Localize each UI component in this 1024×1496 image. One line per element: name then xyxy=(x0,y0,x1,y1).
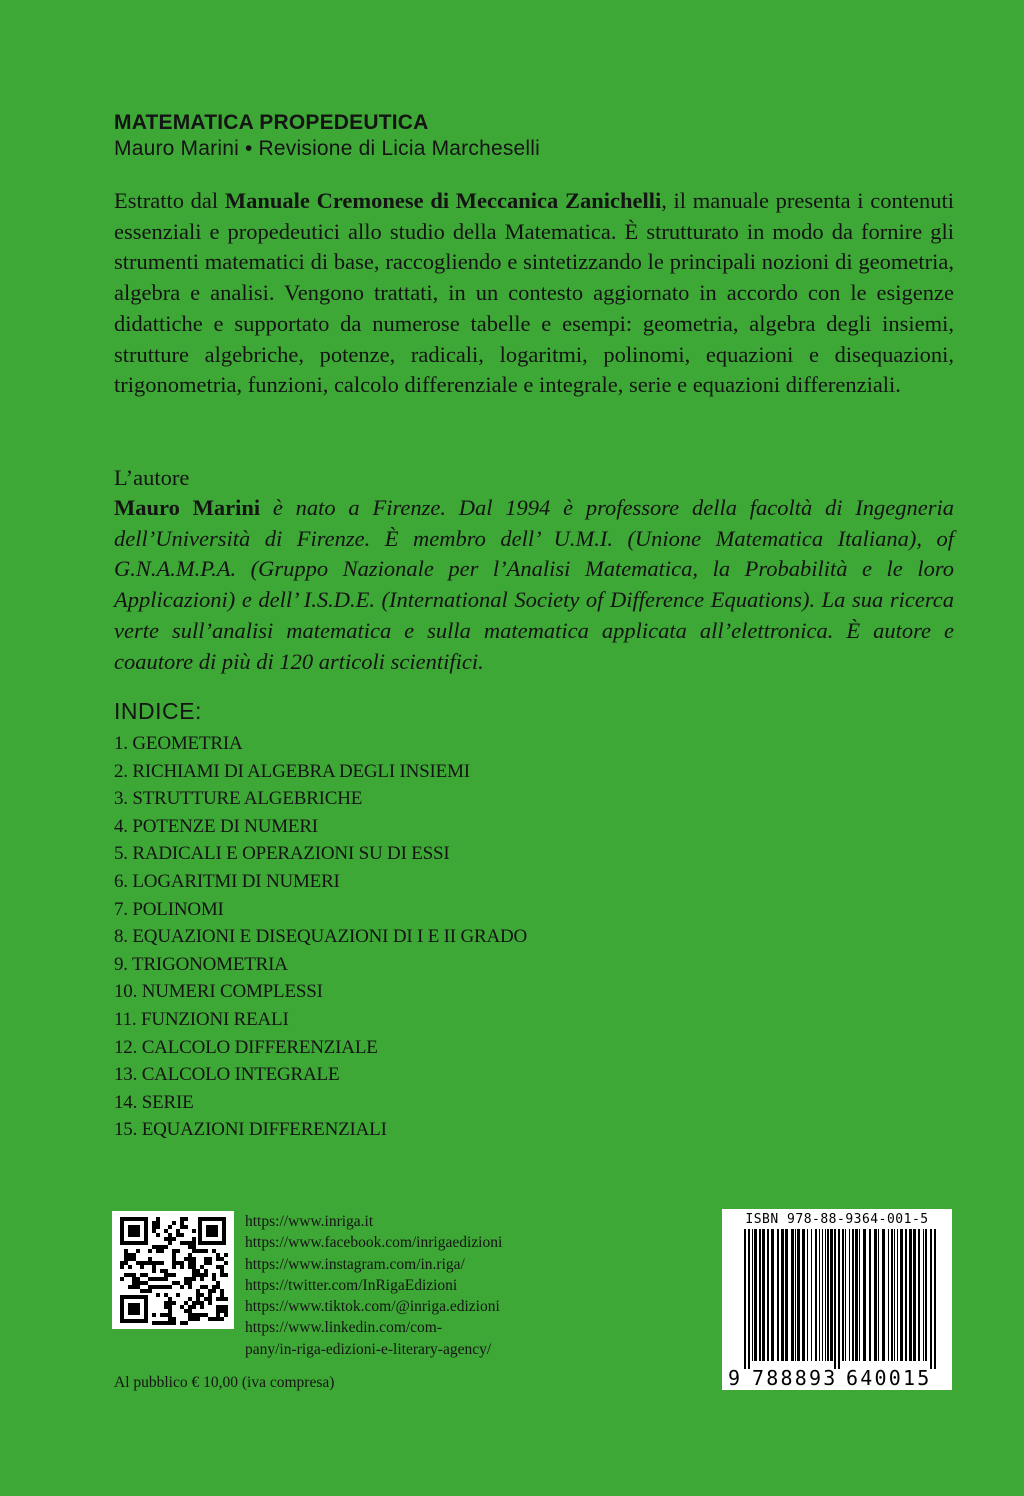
social-links xyxy=(245,1211,502,1360)
price-label: Al pubblico € 10,00 (iva compresa) xyxy=(114,1374,335,1391)
ean-first-digit: 9 xyxy=(728,1366,741,1390)
index-item: 14. SERIE xyxy=(114,1091,194,1113)
description-intro: Estratto dal xyxy=(114,188,225,213)
description-body: , il manuale presenta i contenuti essenziali e propedeutici allo studio della Matematica. È strutturato in modo da fornire gli strumenti matematici di base, raccogliendo e sintetizzando le principali nozioni di geometria, algebra e analisi. Vengono trattati, in un contesto aggiornato in accordo con le esigenze didattiche e supportato da numerose tabelle e esempi: geometria, algebra degli insiemi, strutture algebriche, potenze, radicali, logaritmi, polinomi, equazioni e disequazioni, trigonometria, funzioni, calcolo differenziale e integrale, serie e equazioni differenziali. xyxy=(114,188,954,398)
isbn-label: ISBN 978-88-9364-001-5 xyxy=(745,1212,929,1227)
book-description xyxy=(114,186,954,401)
index-item: 1. GEOMETRIA xyxy=(114,733,243,754)
facebook-link[interactable]: https://www.facebook.com/inrigaedizioni xyxy=(245,1234,503,1252)
tiktok-link[interactable]: https://www.tiktok.com/@inriga.edizioni xyxy=(245,1298,500,1316)
index-item: 2. RICHIAMI DI ALGEBRA DEGLI INSIEMI xyxy=(114,760,470,782)
website-link[interactable]: https://www.inriga.it xyxy=(245,1213,374,1230)
index-item: 5. RADICALI E OPERAZIONI SU DI ESSI xyxy=(114,843,450,865)
description-source: Manuale Cremonese di Meccanica Zanichelli xyxy=(224,188,662,213)
instagram-link[interactable]: https://www.instagram.com/in.riga/ xyxy=(245,1255,465,1273)
index-item: 11. FUNZIONI REALI xyxy=(114,1008,289,1030)
index-item: 10. NUMERI COMPLESSI xyxy=(114,981,323,1003)
linkedin-link[interactable]: https://www.linkedin.com/com- xyxy=(245,1319,443,1337)
index-list xyxy=(114,730,527,1144)
index-item: 9. TRIGONOMETRIA xyxy=(114,953,288,975)
twitter-link[interactable]: https://twitter.com/InRigaEdizioni xyxy=(245,1276,458,1294)
index-item: 4. POTENZE DI NUMERI xyxy=(114,815,318,837)
index-item: 15. EQUAZIONI DIFFERENZIALI xyxy=(114,1119,387,1141)
index-item: 8. EQUAZIONI E DISEQUAZIONI DI I E II GRADO xyxy=(114,926,528,948)
author-bio xyxy=(114,493,954,677)
isbn-barcode xyxy=(722,1209,952,1390)
barcode-bars-icon xyxy=(730,1229,944,1369)
index-item: 7. POLINOMI xyxy=(114,898,224,920)
ean-right-digits: 640015 xyxy=(846,1366,932,1390)
book-title: MATEMATICA PROPEDEUTICA xyxy=(114,111,429,134)
ean-left-digits: 788893 xyxy=(752,1366,838,1390)
book-subtitle: Mauro Marini • Revisione di Licia Marcheselli xyxy=(114,137,541,160)
qr-code-icon xyxy=(112,1211,234,1329)
index-heading: INDICE: xyxy=(114,698,202,724)
author-heading: L’autore xyxy=(114,465,190,490)
index-item: 12. CALCOLO DIFFERENZIALE xyxy=(114,1036,378,1058)
index-item: 6. LOGARITMI DI NUMERI xyxy=(114,870,340,892)
linkedin-link-continued[interactable]: pany/in-riga-edizioni-e-literary-agency/ xyxy=(245,1340,492,1358)
author-name: Mauro Marini xyxy=(114,495,261,520)
author-bio-text: è nato a Firenze. Dal 1994 è professore della facoltà di Ingegneria dell’Università di Firenze. È membro dell’ U.M.I. (Unione Matematica Italiana), of G.N.A.M.P.A. (Gruppo Nazionale per l’Analisi Matematica, la Probabilità e le loro Applicazioni) e dell’ I.S.D.E. (International Society of Difference Equations). La sua ricerca verte sull’analisi matematica e sulla matematica applicata all’elettronica. È autore e coautore di più di 120 articoli scientifici. xyxy=(114,495,954,674)
index-item: 3. STRUTTURE ALGEBRICHE xyxy=(114,788,363,810)
index-item: 13. CALCOLO INTEGRALE xyxy=(114,1064,340,1086)
